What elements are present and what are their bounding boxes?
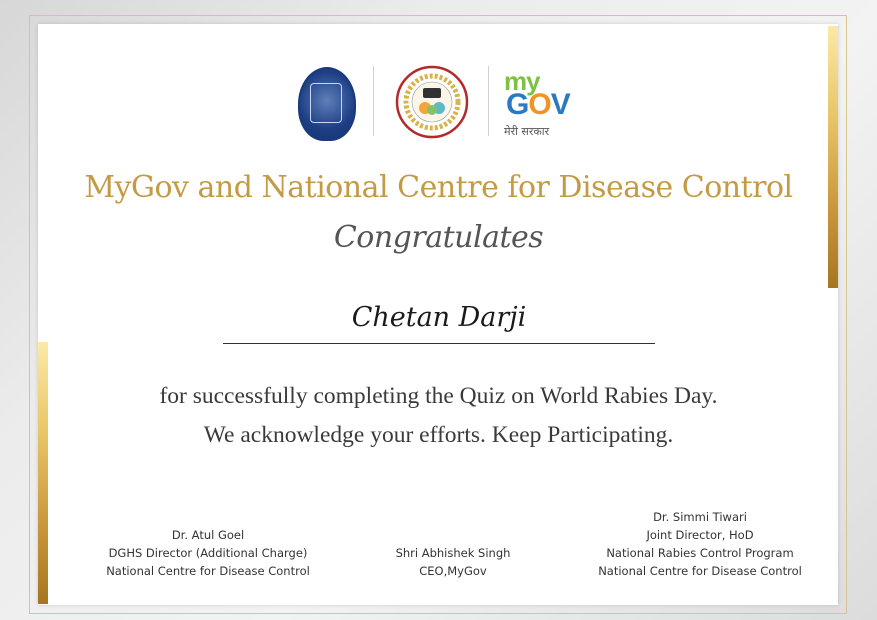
emblem-inner-shape — [310, 83, 342, 123]
congratulates-text: Congratulates — [333, 220, 544, 255]
signatory-center — [378, 544, 528, 580]
certificate-heading: MyGov and National Centre for Disease Control — [84, 170, 793, 205]
message-line-1: for successfully completing the Quiz on World Rabies Day. — [159, 383, 718, 409]
mygov-tagline: मेरी सरकार — [504, 125, 550, 138]
signatory-title: Joint Director, HoD — [646, 528, 754, 542]
signatory-title: DGHS Director (Additional Charge) — [108, 546, 308, 560]
logo-row — [0, 62, 877, 142]
recipient-name: Chetan Darji — [351, 302, 527, 333]
gold-accent-bar-left — [38, 342, 48, 604]
mygov-logo — [502, 66, 582, 140]
nrcp-emblem-icon — [394, 64, 470, 140]
logo-divider — [373, 66, 374, 136]
signatory-program: National Rabies Control Program — [606, 546, 794, 560]
signatory-name: Dr. Atul Goel — [171, 528, 245, 542]
message-line-2: We acknowledge your efforts. Keep Participating. — [203, 422, 674, 448]
dghs-emblem-icon — [298, 67, 356, 141]
logo-divider — [488, 66, 489, 136]
signatory-name: Dr. Simmi Tiwari — [653, 510, 747, 524]
signatory-name: Shri Abhishek Singh — [395, 546, 511, 560]
signatory-org: National Centre for Disease Control — [598, 564, 802, 578]
recipient-underline — [223, 343, 655, 344]
signatory-org: National Centre for Disease Control — [106, 564, 310, 578]
mygov-wordmark-my: my — [504, 66, 540, 96]
signatory-title: CEO,MyGov — [419, 564, 487, 578]
signatory-right — [584, 508, 816, 580]
mygov-wordmark-gov: GOV — [506, 88, 570, 121]
signatory-left — [92, 526, 324, 580]
